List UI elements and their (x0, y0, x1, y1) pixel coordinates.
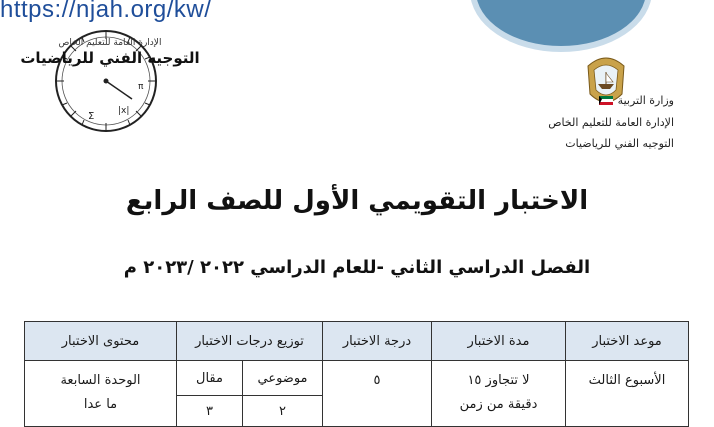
content-line-2: ما عدا (83, 397, 118, 412)
header-duration: مدة الاختبار (432, 322, 566, 361)
watermark-url[interactable]: https://njah.org/kw/ (0, 0, 212, 23)
logo-subtitle: الإدارة العامة للتعليم الخاص (58, 38, 162, 48)
duration-line-1: لا تتجاوز ١٥ (467, 373, 530, 388)
svg-text:Σ: Σ (88, 111, 95, 122)
header-grade: درجة الاختبار (323, 322, 432, 361)
content-line-1: الوحدة السابعة (60, 373, 141, 388)
header-date: موعد الاختبار (566, 322, 689, 361)
cell-content (25, 361, 177, 427)
table-row (25, 361, 689, 396)
decorative-banner (470, 0, 652, 52)
cell-objective-label: موضوعي (243, 361, 323, 396)
page-subtitle: الفصل الدراسي الثاني -للعام الدراسي ٢٠٢٢ /٢٠٢٣ م (123, 257, 591, 278)
cell-objective-value: ٢ (243, 396, 323, 427)
svg-text:|x|: |x| (118, 106, 130, 116)
ministry-line-2: الإدارة العامة للتعليم الخاص (548, 116, 674, 129)
cell-date: الأسبوع الثالث (566, 361, 689, 427)
page-title: الاختبار التقويمي الأول للصف الرابع (125, 186, 589, 216)
ministry-line-1: وزارة التربية (617, 94, 674, 107)
ministry-line-3: التوجيه الفني للرياضيات (565, 137, 674, 150)
table-header-row (25, 322, 689, 361)
cell-duration (432, 361, 566, 427)
cell-essay-value: ٣ (177, 396, 243, 427)
svg-text:π: π (138, 82, 144, 92)
cell-grade: ٥ (323, 361, 432, 427)
logo-title: التوجيه الفني للرياضيات (20, 49, 200, 67)
duration-line-2: دقيقة من زمن (459, 397, 538, 412)
cell-essay-label: مقال (177, 361, 243, 396)
header-content: محتوى الاختبار (25, 322, 177, 361)
header-distribution: توزيع درجات الاختبار (177, 322, 323, 361)
exam-info-table (24, 321, 689, 427)
